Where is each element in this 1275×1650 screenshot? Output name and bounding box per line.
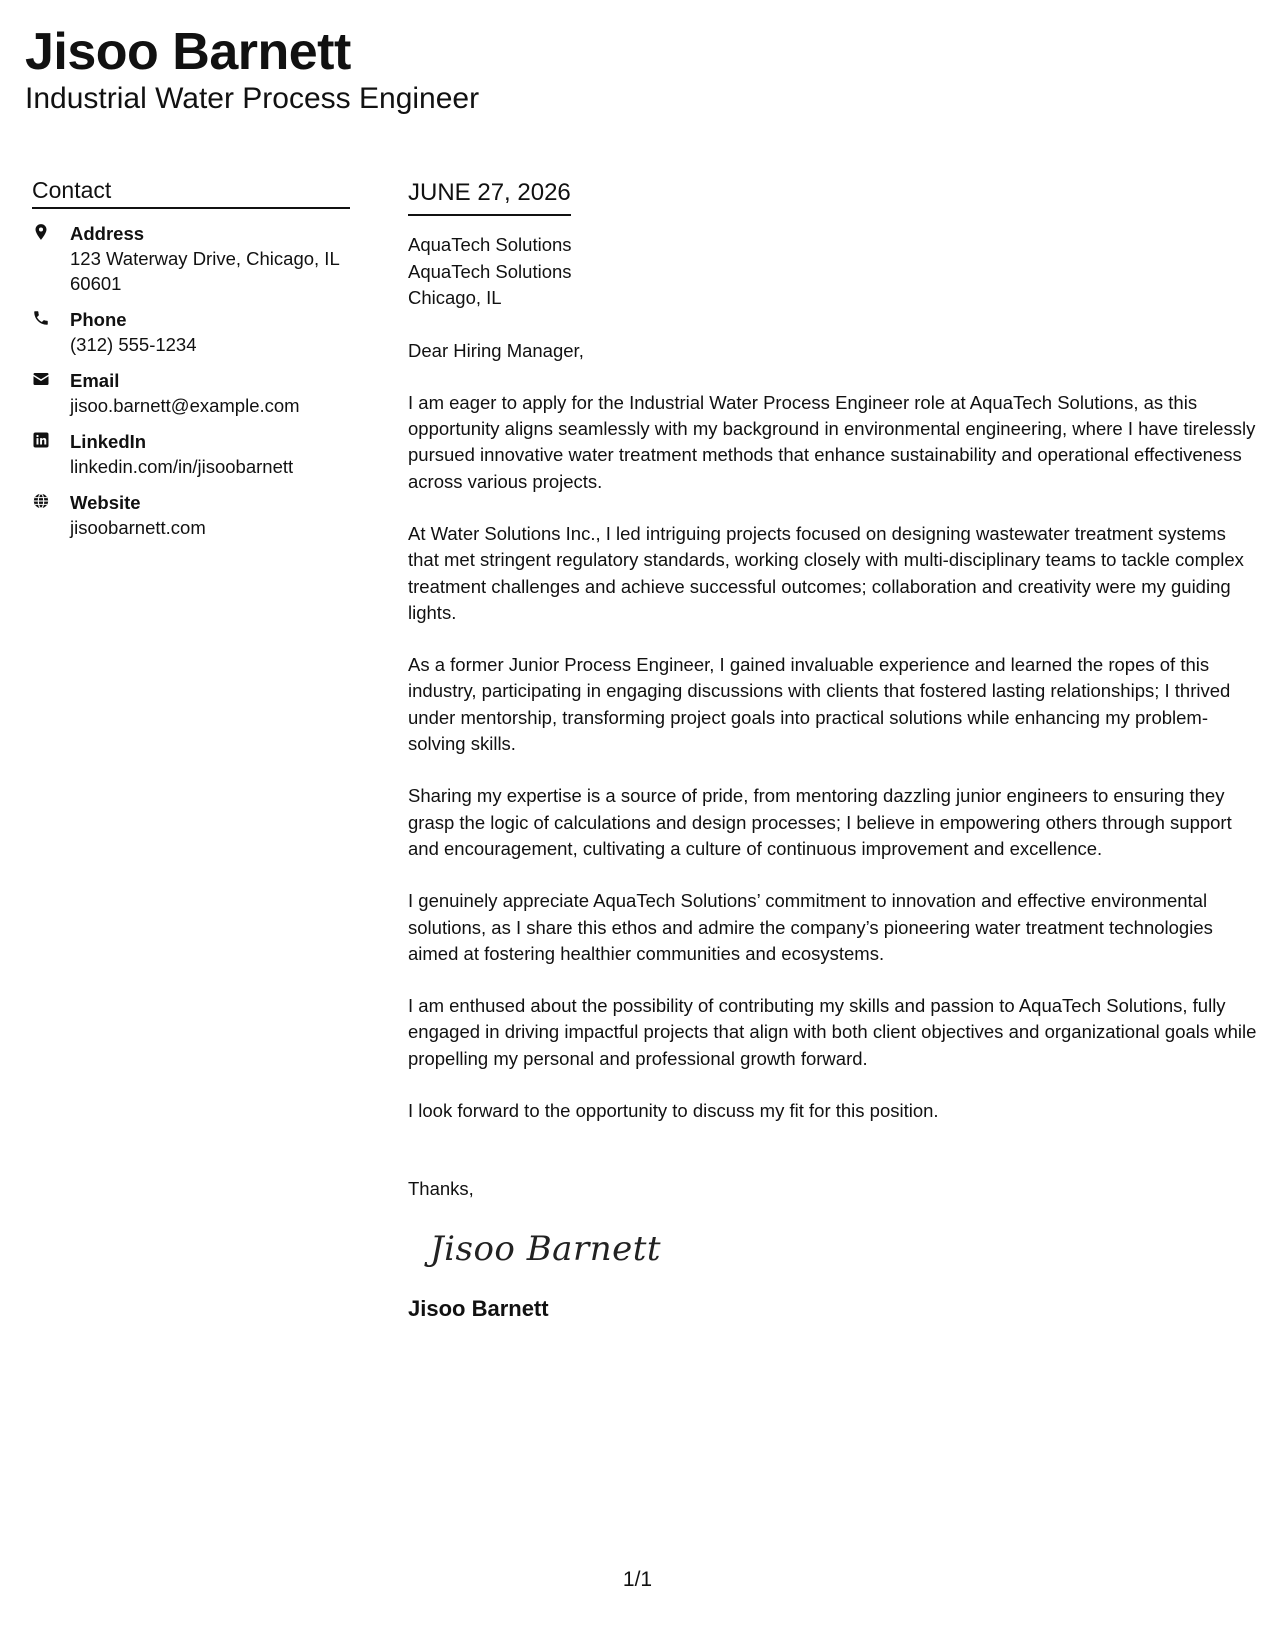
signoff-name: Jisoo Barnett: [408, 1295, 549, 1321]
closing: Thanks,: [408, 1178, 474, 1200]
phone-icon: [32, 307, 70, 327]
body-paragraph: I am enthused about the possibility of contributing my skills and passion to AquaTech Solutions, fully engaged in driving impactful projects that align with both client objectives and organizational goals while propelling my personal and professional growth forward.: [408, 995, 1257, 1069]
body-paragraph: I look forward to the opportunity to discuss my fit for this position.: [408, 1100, 939, 1122]
contact-item-address: [32, 221, 350, 296]
envelope-icon: [32, 368, 70, 388]
contact-label-linkedin: LinkedIn: [70, 431, 147, 452]
recipient-block: [408, 232, 1260, 312]
applicant-name: Jisoo Barnett: [25, 23, 351, 81]
salutation: Dear Hiring Manager,: [408, 339, 584, 361]
contact-item-phone: [32, 307, 350, 357]
contact-heading: Contact: [32, 176, 350, 209]
contact-value-address: 123 Waterway Drive, Chicago, IL 60601: [70, 248, 340, 294]
contact-sidebar: [32, 176, 350, 551]
recipient-line: AquaTech Solutions: [408, 260, 572, 282]
body-paragraph: Sharing my expertise is a source of pride, from mentoring dazzling junior engineers to ensuring they grasp the logic of calculations and design processes; I believe in empowering others through support and encouragement, cultivating a culture of continuous improvement and excellence.: [408, 785, 1232, 859]
contact-item-website: [32, 490, 350, 540]
letter-date: JUNE 27, 2026: [408, 177, 571, 216]
contact-item-email: [32, 368, 350, 418]
body-paragraph: I genuinely appreciate AquaTech Solutions’ commitment to innovation and effective environmental solutions, as I share this ethos and admire the company’s pioneering water treatment technologies aimed at fostering healthier communities and ecosystems.: [408, 890, 1213, 964]
linkedin-icon: [32, 429, 70, 449]
contact-label-website: Website: [70, 492, 141, 513]
contact-label-phone: Phone: [70, 309, 127, 330]
contact-value-email: jisoo.barnett@example.com: [70, 395, 300, 416]
recipient-line: AquaTech Solutions: [408, 234, 572, 255]
recipient-line: Chicago, IL: [408, 287, 502, 308]
globe-icon: [32, 490, 70, 510]
handwritten-signature: Jisoo Barnett: [430, 1228, 662, 1269]
contact-label-email: Email: [70, 370, 120, 391]
letter-body: [408, 177, 1260, 1323]
contact-label-address: Address: [70, 223, 145, 244]
contact-value-linkedin: linkedin.com/in/jisoobarnett: [70, 456, 294, 477]
body-paragraph: As a former Junior Process Engineer, I gained invaluable experience and learned the ropes of this industry, participating in engaging discussions with clients that fostered lasting relationships; I thrived under mentorship, transforming project goals into practical solutions while enhancing my problem-solving skills.: [408, 654, 1231, 755]
contact-value-website: jisoobarnett.com: [70, 517, 206, 538]
applicant-title: Industrial Water Process Engineer: [25, 82, 480, 115]
page-number: 1/1: [622, 1568, 653, 1591]
contact-value-phone: (312) 555-1234: [70, 334, 197, 355]
body-paragraph: At Water Solutions Inc., I led intriguing projects focused on designing wastewater treatment systems that met stringent regulatory standards, working closely with multi-disciplinary teams to tackle complex treatment challenges and achieve successful outcomes; collaboration and creativity were my guiding lights.: [408, 522, 1244, 623]
map-pin-icon: [32, 221, 70, 241]
body-paragraph: I am eager to apply for the Industrial Water Process Engineer role at AquaTech Solutions, as this opportunity aligns seamlessly with my background in environmental engineering, where I have tirelessly pursued innovative water treatment methods that enhance sustainability and operational effectiveness across various projects.: [408, 391, 1256, 492]
contact-item-linkedin: [32, 429, 350, 479]
